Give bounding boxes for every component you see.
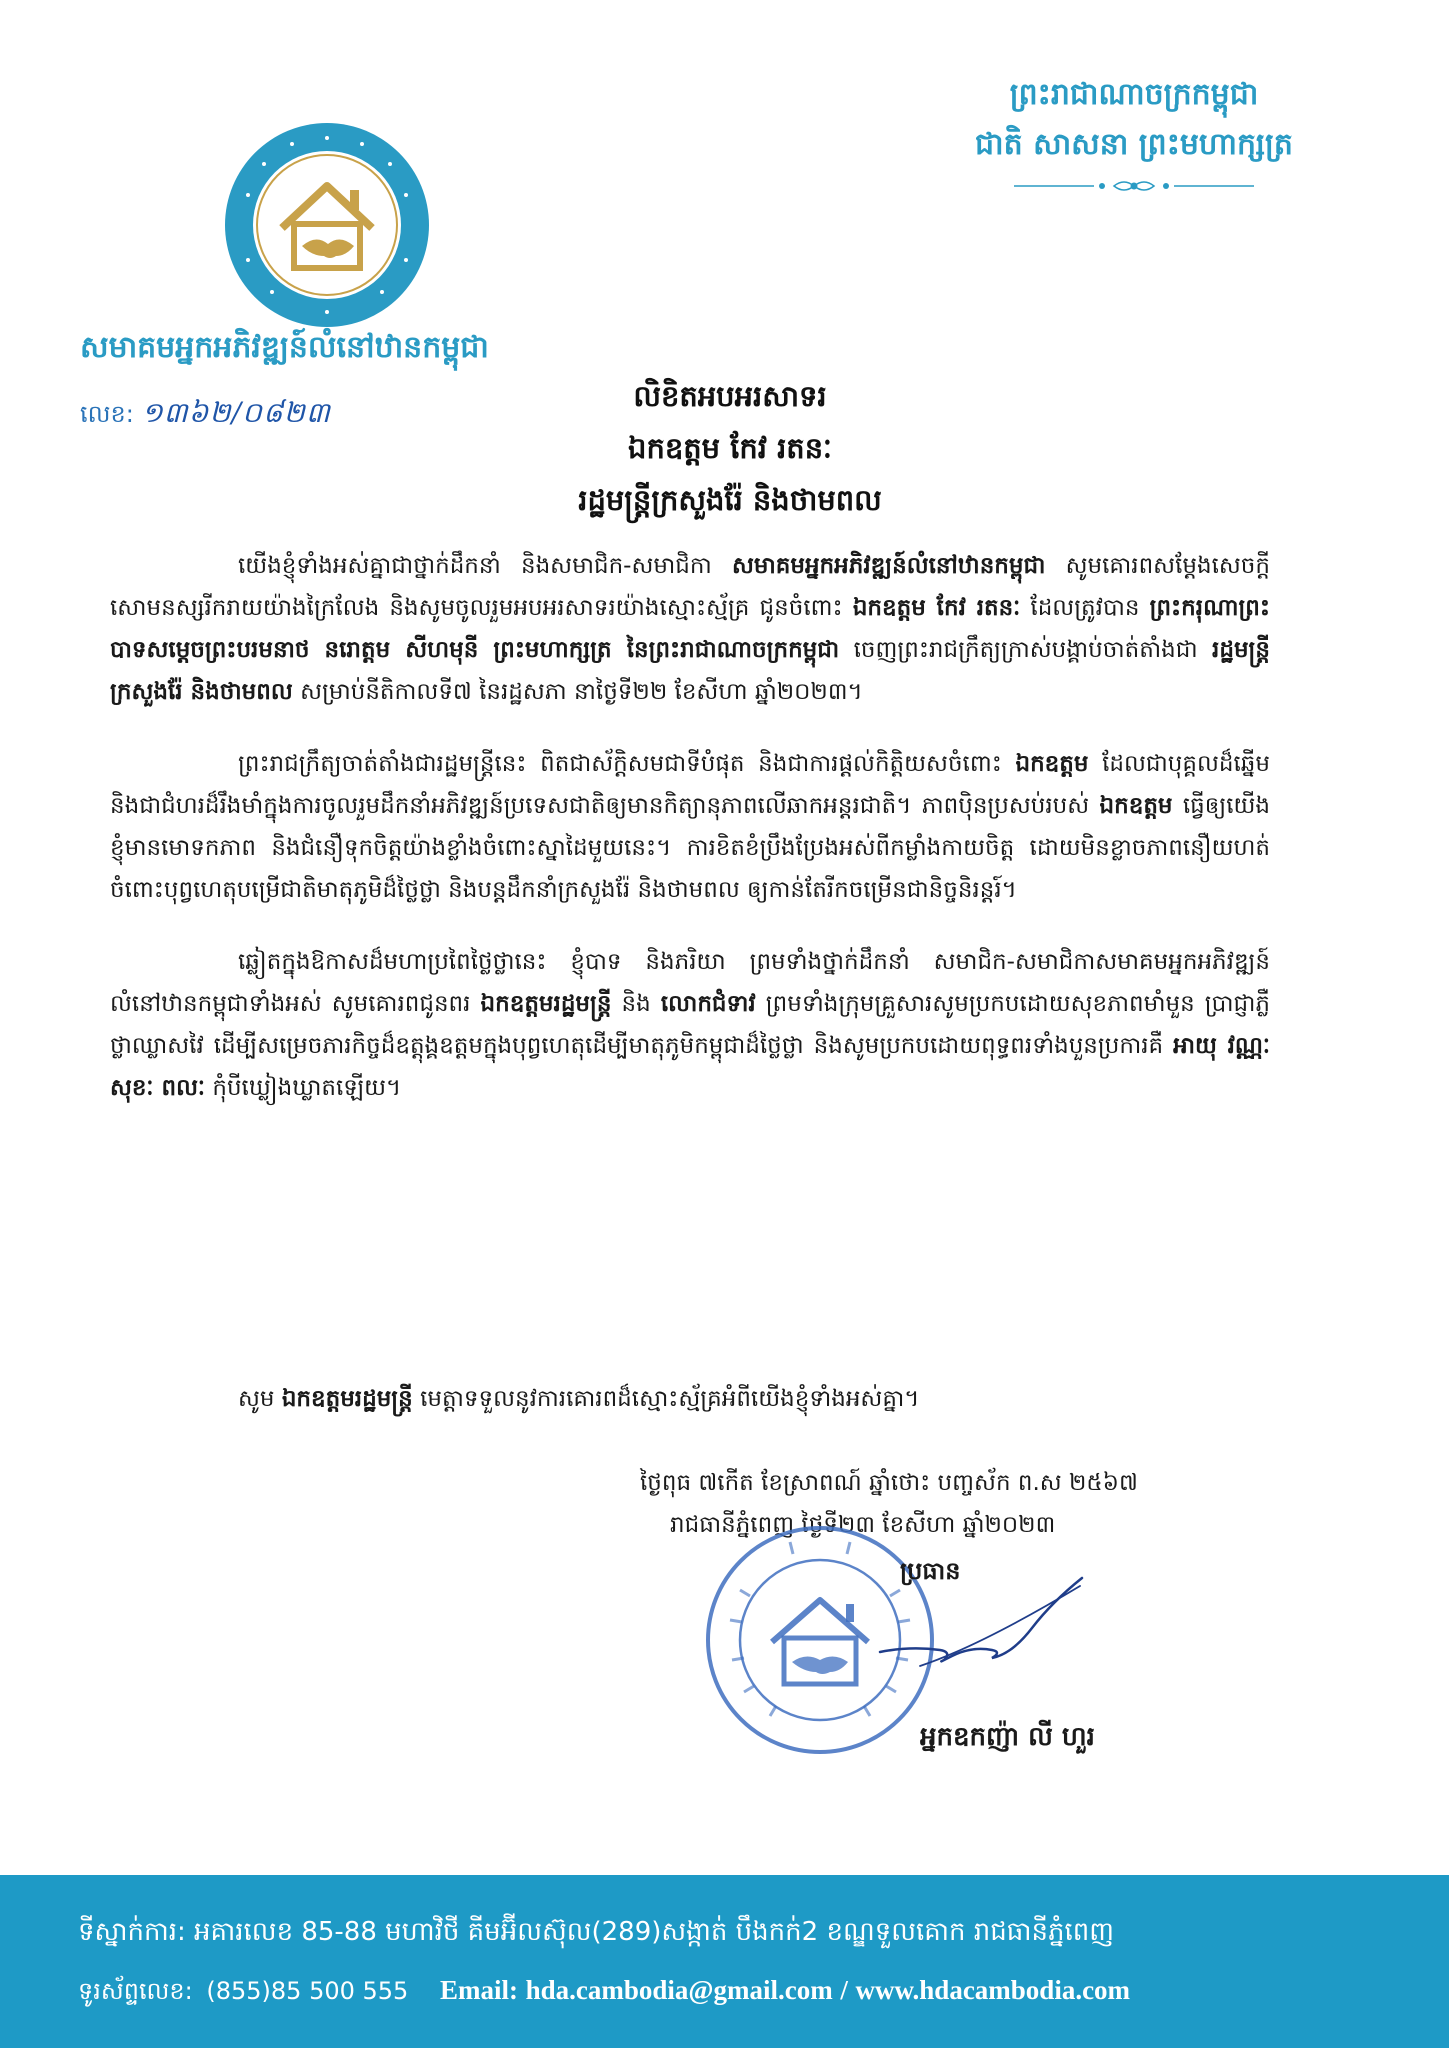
recipient-name: ឯកឧត្តម កែវ រតនៈ [628,431,832,465]
body-text-run: ព្រះរាជក្រឹត្យចាត់តាំងជារដ្ឋមន្ត្រីនេះ ពិតជាស័ក្តិសមជាទីបំផុត និងជាការផ្តល់កិត្តិយសចំពោះ [238,751,1016,777]
handwritten-signature [860,1570,1100,1690]
letter-title: លិខិតអបអរសាទរ [633,379,827,413]
letter-body [110,545,1270,1139]
emphasized-text: សមាគមអ្នកអភិវឌ្ឍន៍លំនៅឋានកម្ពុជា [731,553,1046,579]
body-text-run: ចេញព្រះរាជក្រឹត្យក្រាស់បង្គាប់ចាត់តាំងជា [839,637,1213,663]
paragraph-3 [110,941,1270,1109]
body-text-run: ព្រមទាំងក្រុមគ្រួសារសូមប្រកបដោយសុខភាពមាំមួន ប្រាជ្ញាភ្លឺថ្លាឈ្លាសវៃ ដើម្បីសម្រេចភារកិច្ចដ៏ឧត្តុង្គឧត្តមក្នុងបុព្វហេតុដើម្បីមាតុភូមិកម្ពុជាដ៏ថ្លៃថ្លា និងសូមប្រកបដោយពុទ្ធពរទាំងបួនប្រការគឺ [110,991,1271,1059]
ornament-divider-icon [1014,178,1254,194]
reference-value: ១៣៦២/០៨២៣ [141,396,331,429]
body-text-run: សម្រាប់នីតិកាលទី៧ នៃរដ្ឋសភា នាថ្ងៃទី២២ ខែសីហា ឆ្នាំ២០២៣។ [292,679,863,705]
emphasized-text: ឯកឧត្តម កែវ រតនៈ [852,595,1021,621]
closing-line [238,1378,1288,1420]
body-text-run: យើងខ្ញុំទាំងអស់គ្នាជាថ្នាក់ដឹកនាំ និងសមាជិក-សមាជិកា [238,553,732,579]
body-text-run: និង [611,991,661,1017]
phone-number: (855)85 500 555 [206,1977,409,2005]
email-label: Email: [439,1975,518,2005]
body-text-run: ដែលជាបុគ្គលដ៏ឆ្នើម និងជាជំហរដ៏រឹងមាំក្នុងការចូលរួមដឹកនាំអភិវឌ្ឍន៍ប្រទេសជាតិឲ្យមានកិត្យានុភាពលើឆាកអន្តរជាតិ។ ភាពប៉ិនប្រសប់របស់ [110,751,1270,819]
footer-contact [78,1975,1130,2011]
reference-label: លេខ: [80,400,134,428]
contact-separator: / [840,1975,848,2005]
emphasized-text: ឯកឧត្តមរដ្ឋមន្ត្រី [480,991,612,1017]
solar-date: រាជធានីភ្នំពេញ ថ្ងៃទី២៣ ខែសីហា ឆ្នាំ២០២៣ [670,1512,1056,1538]
website-link[interactable]: www.hdacambodia.com [855,1975,1131,2005]
body-text-run: ឆ្លៀតក្នុងឱកាសដ៏មហាប្រពៃថ្លៃថ្លានេះ ខ្ញុំបាទ និងភរិយា ព្រមទាំងថ្នាក់ដឹកនាំ សមាជិក-សមាជិកាសមាគមអ្នកអភិវឌ្ឍន៍លំនៅឋានកម្ពុជាទាំងអស់ សូមគោរពជូនពរ [110,949,1270,1017]
kingdom-line: ព្រះរាជាណាចក្រកម្ពុជា [1009,77,1259,112]
lunar-date: ថ្ងៃពុធ ៧កើត ខែស្រាពណ៍ ឆ្នាំថោះ បញ្ចស័ក ព.ស ២៥៦៧ [640,1470,1138,1496]
reference-number [80,395,331,436]
letter-title-block [300,370,1160,526]
email-link[interactable]: hda.cambodia@gmail.com [525,1975,833,2005]
body-text-run: សូមគោរពសម្តែងសេចក្តីសោមនស្សរីករាយយ៉ាងក្រៃលែង និងសូមចូលរួមអបអរសាទរយ៉ាងស្មោះស្ម័គ្រ ជូនចំពោះ [110,553,1270,621]
footer-address: ទីស្នាក់ការ: អគារលេខ 85-88 មហាវិថី គីមអ៊ីលស៊ុល(289)សង្កាត់ បឹងកក់2 ខណ្ឌទួលគោក រាជធានីភ្នំពេញ [78,1917,1115,1947]
emphasized-text: លោកជំទាវ [660,991,756,1017]
emphasized-text: ព្រះករុណាព្រះបាទសម្តេចព្រះបរមនាថ នរោត្តម សីហមុនី ព្រះមហាក្សត្រ នៃព្រះរាជាណាចក្រកម្ពុជា [110,595,1270,663]
signer-name: អ្នកឧកញ៉ា លី ហួរ [920,1722,1095,1752]
footer-bar [0,1875,1449,2048]
paragraph-2 [110,743,1270,911]
body-text-run: មេត្តាទទួលនូវការគោរពដ៏ស្មោះស្ម័គ្រអំពីយើងខ្ញុំទាំងអស់គ្នា។ [412,1386,920,1412]
recipient-position: រដ្ឋមន្ត្រីក្រសួងរ៉ែ និងថាមពល [578,483,882,517]
emphasized-text: រដ្ឋមន្ត្រីក្រសួងរ៉ែ និងថាមពល [110,637,1270,705]
body-text-run: សូម [238,1386,282,1412]
association-logo [222,120,432,330]
body-text-run: ធ្វើឲ្យយើងខ្ញុំមានមោទកភាព និងជំនឿទុកចិត្តយ៉ាងខ្លាំងចំពោះស្នាដៃមួយនេះ។ ការខិតខំប្រឹងប្រែងអស់ពីកម្លាំងកាយចិត្ត ដោយមិនខ្លាចភាពនឿយហត់ ចំពោះបុព្វហេតុបម្រើជាតិមាតុភូមិដ៏ថ្លៃថ្លា និងបន្តដឹកនាំក្រសួងរ៉ែ និងថាមពល ឲ្យកាន់តែរីកចម្រើនជានិច្ចនិរន្តរ៍។ [110,793,1270,903]
emphasized-text: ឯកឧត្តម [1099,793,1173,819]
motto-line: ជាតិ សាសនា ព្រះមហាក្សត្រ [975,127,1293,162]
signer-role: ប្រធាន [900,1557,961,1585]
organization-name: សមាគមអ្នកអភិវឌ្ឍន៍លំនៅឋានកម្ពុជា [80,330,489,365]
emphasized-text: ឯកឧត្តម [1015,751,1089,777]
body-text-run: ដែលត្រូវបាន [1020,595,1150,621]
phone-label: ទូរស័ព្ទលេខ: [78,1977,193,2005]
emphasized-text: អាយុ វណ្ណៈ សុខៈ ពលៈ [110,1033,1271,1101]
paragraph-1 [110,545,1270,713]
kingdom-motto-block [924,70,1344,194]
body-text-run: កុំបីឃ្លៀងឃ្លាតឡើយ។ [205,1075,402,1101]
emphasized-text: ឯកឧត្តមរដ្ឋមន្ត្រី [281,1386,413,1412]
